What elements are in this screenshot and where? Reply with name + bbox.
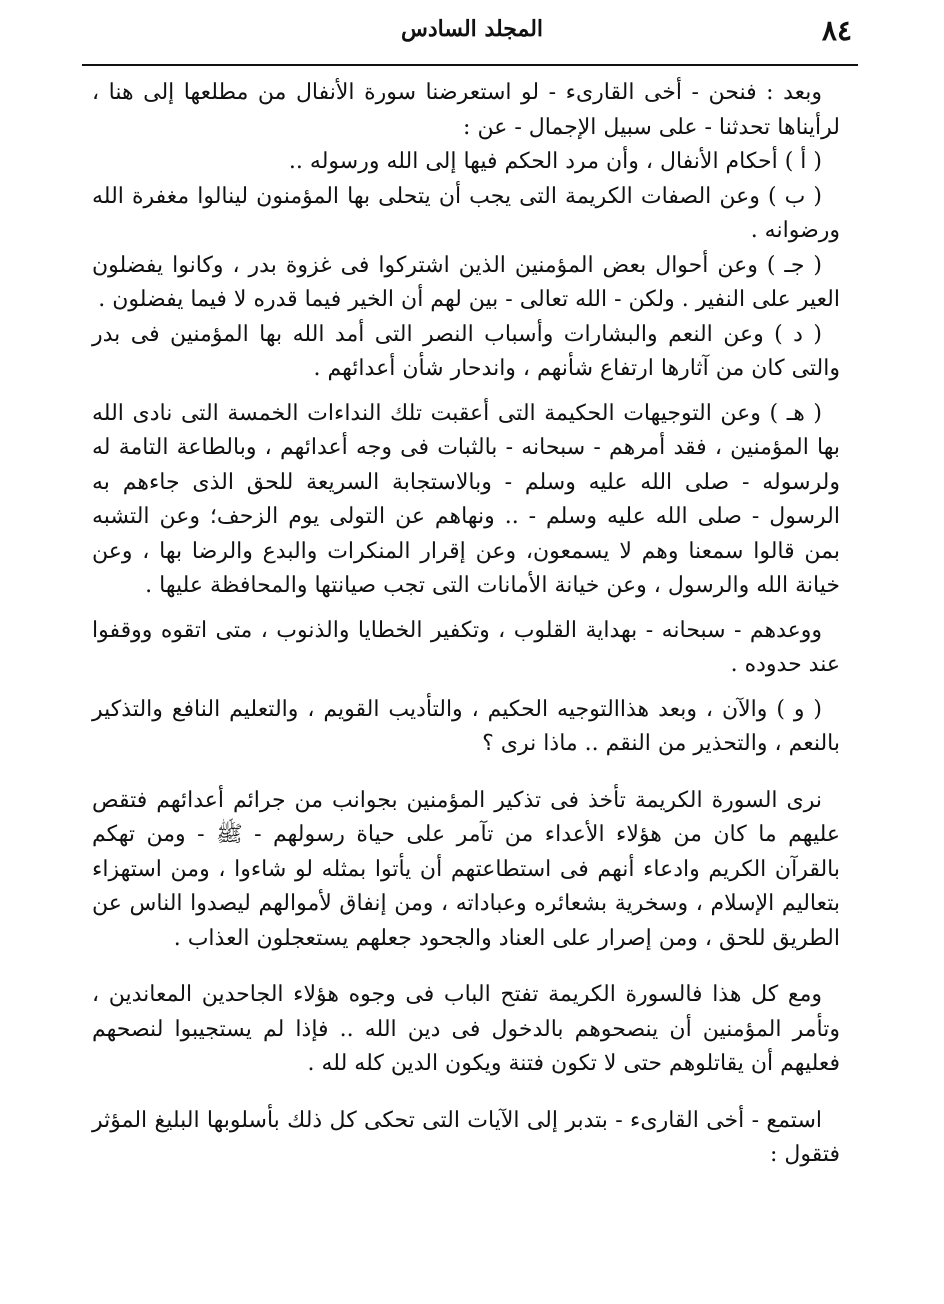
item-ha-paragraph: ( هـ ) وعن التوجيهات الحكيمة التى أعقبت تلك النداءات الخمسة التى نادى الله بها المؤمنين ، فقد أمرهم - سبحانه - بالثبات فى وجه أعدائهم ، وبالطاعة التامة له ولرسوله - صلى الله عليه وسلم - وبالاستجابة السريعة للحق الذى جاءهم به الرسول - صلى الله عليه وسلم - .. ونهاهم عن التولى يوم الزحف؛ وعن التشبه بمن قالوا سمعنا وهم لا يسمعون، وعن إقرار المنكرات والبدع والرضا بها ، وعن خيانة الله والرسول ، وعن خيانة الأمانات التى تجب صيانتها والمحافظة عليها . [92, 400, 840, 598]
promise-paragraph: ووعدهم - سبحانه - بهداية القلوب ، وتكفير الخطايا والذنوب ، متى اتقوه ووقفوا عند حدوده . [92, 617, 840, 677]
intro-paragraph: وبعد : فنحن - أخى القارىء - لو استعرضنا سورة الأنفال من مطلعها إلى هنا ، لرأيناها تحدثنا - على سبيل الإجمال - عن : [92, 80, 840, 140]
item-alif-paragraph: ( أ ) أحكام الأنفال ، وأن مرد الحكم فيها إلى الله ورسوله .. [288, 149, 822, 174]
volume-title: المجلد السادس [400, 16, 544, 42]
item-dal-paragraph: ( د ) وعن النعم والبشارات وأسباب النصر التى أمد الله بها المؤمنين فى بدر والتى كان من آثارها ارتفاع شأنهم ، واندحار شأن أعدائهم . [92, 321, 840, 381]
page-number: ٨٤ [821, 14, 852, 47]
item-waw-paragraph: ( و ) والآن ، وبعد هذاالتوجيه الحكيم ، والتأديب القويم ، والتعليم النافع والتذكير بالنعم ، والتحذير من النقم .. ماذا نرى ؟ [92, 696, 840, 756]
enemies-paragraph: نرى السورة الكريمة تأخذ فى تذكير المؤمنين بجوانب من جرائم أعدائهم فتقص عليهم ما كان من هؤلاء الأعداء من تآمر على حياة رسولهم - ﷺ - ومن تهكم بالقرآن الكريم وادعاء أنهم فى استطاعتهم أن يأتوا بمثله لو شاءوا ، ومن استهزاء بتعاليم الإسلام ، وسخرية بشعائره وعباداته ، ومن إنفاق لأموالهم ليصدوا الناس عن الطريق للحق ، ومن إصرار على العناد والجحود جعلهم يستعجلون العذاب . [92, 787, 840, 951]
listen-paragraph: استمع - أخى القارىء - بتدبر إلى الآيات التى تحكى كل ذلك بأسلوبها البليغ المؤثر فتقول : [92, 1107, 840, 1167]
page-header [92, 14, 852, 60]
open-door-paragraph: ومع كل هذا فالسورة الكريمة تفتح الباب فى وجوه هؤلاء الجاحدين المعاندين ، وتأمر المؤمنين أن ينصحوهم بالدخول فى دين الله .. فإذا لم يستجيبوا لنصحهم فعليهم أن يقاتلوهم حتى لا تكون فتنة ويكون الدين كله لله . [92, 982, 840, 1076]
item-ba-paragraph: ( ب ) وعن الصفات الكريمة التى يجب أن يتحلى بها المؤمنون لينالوا مغفرة الله ورضوانه . [92, 183, 840, 243]
page-body [92, 76, 840, 1173]
header-rule [82, 64, 858, 66]
item-jim-paragraph: ( جـ ) وعن أحوال بعض المؤمنين الذين اشتركوا فى غزوة بدر ، وكانوا يفضلون العير على النفير . ولكن - الله تعالى - بين لهم أن الخير فيما قدره لا فيما يفضلون . [92, 252, 840, 312]
